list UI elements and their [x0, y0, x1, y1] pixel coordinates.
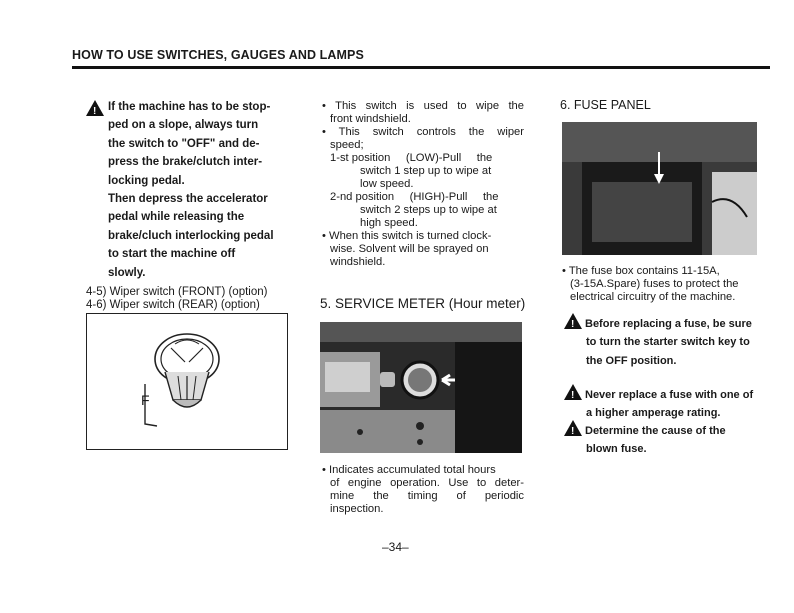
bullet-wipe [322, 100, 524, 126]
text-line: • When this switch is turned clock- [322, 230, 492, 242]
section-6-title: 6. FUSE PANEL [560, 98, 651, 112]
text-line: • This switch is used to wipe the [322, 100, 524, 112]
text-line: Never replace a fuse with one of [585, 389, 754, 401]
text-line: speed; [330, 139, 364, 151]
warning-line: press the brake/clutch inter- [108, 156, 263, 169]
warning-line: If the machine has to be stop- [108, 101, 271, 113]
fuse-panel-image [562, 122, 757, 255]
item-wiper-rear: 4-6) Wiper switch (REAR) (option) [86, 299, 260, 311]
text-line: switch 2 steps up to wipe at [360, 204, 497, 216]
warning-icon [564, 313, 582, 329]
warning-line: the switch to "OFF" and de- [108, 137, 260, 150]
service-meter-text [322, 464, 524, 516]
warning-line: ped on a slope, always turn [108, 119, 259, 132]
fuse-text [562, 265, 762, 304]
text-line: the OFF position. [586, 354, 677, 367]
warning-icon [564, 420, 582, 436]
figure-label-f: F [141, 392, 150, 408]
page-header: HOW TO USE SWITCHES, GAUGES AND LAMPS [72, 48, 364, 62]
warning-line: brake/cluch interlocking pedal [108, 229, 274, 242]
text-line: 1-st position (LOW)-Pull the [330, 152, 493, 164]
position-2 [322, 191, 524, 230]
service-meter-photo [320, 322, 522, 453]
text-line: windshield. [330, 256, 386, 268]
text-line: • This switch controls the wiper [322, 126, 524, 138]
text-line: high speed. [360, 217, 418, 229]
text-line: electrical circuitry of the machine. [570, 291, 736, 303]
fuse-warning-3 [564, 420, 764, 459]
text-line: front windshield. [330, 113, 411, 125]
slope-warning [86, 98, 286, 282]
text-line: low speed. [360, 178, 414, 190]
text-line: (3-15A.Spare) fuses to protect the [570, 278, 739, 290]
fuse-warning-1 [564, 313, 764, 370]
text-line: mine the timing of periodic [330, 490, 524, 502]
section-5-title: 5. SERVICE METER (Hour meter) [320, 296, 526, 311]
item-wiper-front: 4-5) Wiper switch (FRONT) (option) [86, 286, 268, 298]
text-line: inspection. [330, 503, 384, 515]
wiper-switch-figure [86, 313, 288, 450]
warning-line: to start the machine off [108, 248, 236, 261]
warning-line: locking pedal. [108, 174, 185, 187]
warning-line: Then depress the accelerator [108, 193, 268, 206]
warning-icon [86, 100, 104, 116]
service-meter-image [320, 322, 522, 453]
text-line: 2-nd position (HIGH)-Pull the [330, 191, 499, 203]
text-line: a higher amperage rating. [586, 407, 721, 420]
text-line: to turn the starter switch key to [586, 336, 750, 349]
wiper-items [86, 286, 306, 312]
text-line: wise. Solvent will be sprayed on [330, 243, 489, 255]
fuse-panel-photo [562, 122, 757, 255]
text-line: • Indicates accumulated total hours [322, 464, 496, 476]
warning-icon [564, 384, 582, 400]
bullet-speed [322, 126, 524, 152]
text-line: of engine operation. Use to deter- [330, 477, 524, 489]
fuse-warning-2 [564, 384, 764, 423]
wiper-knob-drawing [87, 314, 287, 449]
text-line: Determine the cause of the [585, 425, 726, 437]
text-line: Before replacing a fuse, be sure [585, 318, 752, 330]
text-line: blown fuse. [586, 443, 647, 456]
warning-line: pedal while releasing the [108, 211, 245, 224]
page-number: –34– [382, 540, 409, 554]
warning-line: slowly. [108, 266, 146, 279]
header-rule [72, 66, 770, 69]
left-column [86, 98, 286, 282]
text-line: switch 1 step up to wipe at [360, 165, 492, 177]
text-line: • The fuse box contains 11-15A, [562, 265, 720, 277]
middle-column [322, 100, 524, 269]
bullet-solvent [322, 230, 524, 269]
position-1 [322, 152, 524, 191]
